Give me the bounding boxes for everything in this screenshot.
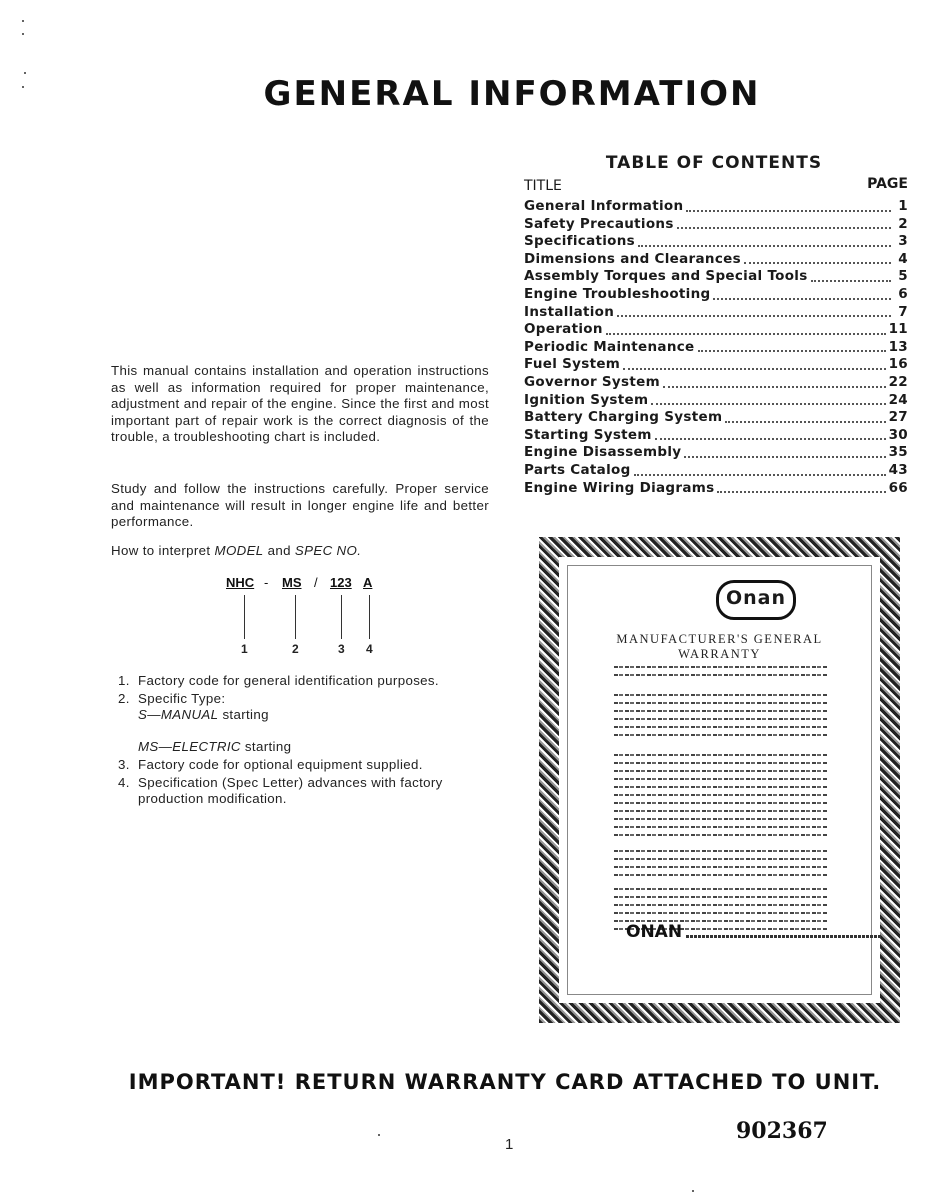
toc-dot-leader [713,297,891,300]
toc-item [524,374,908,392]
toc-item [524,480,908,498]
toc-item [524,198,908,216]
toc-item-page: 2 [898,215,908,232]
model-leader-line [244,595,245,639]
toc-item-title: Ignition System [524,391,649,408]
warranty-fine-print [614,850,827,882]
note-number: 4. [118,775,130,790]
toc-item [524,216,908,234]
toc-column-header [524,176,908,196]
warranty-title-line: WARRANTY [678,647,761,661]
note-item [118,757,498,773]
toc-item-page: 4 [898,250,908,267]
toc-item-title: General Information [524,198,684,214]
page-number: 1 [505,1136,514,1153]
toc-item-page: 11 [888,321,908,338]
toc-item [524,321,908,339]
important-notice: IMPORTANT! RETURN WARRANTY CARD ATTACHED TO UNIT. [128,1070,882,1094]
toc-item-title: Engine Wiring Diagrams [524,479,715,496]
toc-dot-leader [651,402,885,405]
warranty-title-line: MANUFACTURER'S GENERAL [616,632,823,646]
model-notes-list [118,673,498,809]
toc-item-title: Battery Charging System [524,409,723,426]
toc-item [524,392,908,410]
toc-dot-leader [811,279,891,282]
toc-item-title: Engine Troubleshooting [524,285,711,302]
toc-item [524,304,908,322]
toc-item-page: 27 [888,409,908,426]
toc-item [524,444,908,462]
certificate-body [567,565,872,995]
model-leader-line [369,595,370,639]
toc-item-page: 24 [888,391,908,408]
toc-item-page: 3 [898,233,908,250]
toc-item [524,356,908,374]
toc-item-title: Governor System [524,373,660,390]
toc-dot-leader [617,314,891,317]
note-number: 2. [118,691,130,706]
page-title: GENERAL INFORMATION [263,74,761,114]
model-part-code: NHC [226,575,255,590]
note-item [118,775,498,807]
warranty-brand: ONAN [626,922,683,942]
toc-item-page: 13 [888,338,908,355]
scan-speck [22,33,24,35]
model-leader-line [341,595,342,639]
toc-dot-leader [698,349,886,352]
toc-item-title: Periodic Maintenance [524,338,695,355]
toc-item-page: 16 [888,356,908,373]
toc-item [524,268,908,286]
intro-paragraph: This manual contains installation and operation instructions as well as information required for proper maintenance, adjustment and repair of the engine. Since the first and most important part of repair work is the correct diagnosis of the trouble, a troubleshooting chart is included. [111,363,489,445]
toc-item-title: Specifications [524,233,635,250]
toc-item-title: Starting System [524,426,652,443]
type-desc: starting [244,739,292,754]
toc-item-title: Installation [524,303,615,320]
howto-line [111,543,361,558]
toc-item-title: Safety Precautions [524,215,674,232]
note-text: Factory code for optional equipment supplied. [138,757,423,772]
howto-and: and [267,543,291,558]
toc-item [524,286,908,304]
toc-dot-leader [684,455,885,458]
warranty-address-fine-print [686,935,881,938]
type-code: MS—ELECTRIC [138,739,241,754]
model-callout-number: 4 [366,642,373,656]
toc-item [524,339,908,357]
toc-item-page: 43 [888,461,908,478]
scan-speck [22,20,24,22]
toc-item [524,409,908,427]
scan-speck [378,1134,380,1136]
type-code: S—MANUAL [138,707,219,722]
model-part-option: 123 [330,575,352,590]
model-part-type: MS [282,575,302,590]
note-number: 3. [118,757,130,772]
form-number: 902367 [736,1118,828,1144]
scan-speck [692,1190,694,1192]
toc-item-page: 30 [888,426,908,443]
toc-dot-leader [623,367,885,370]
toc-dot-leader [638,244,891,247]
toc-item [524,251,908,269]
toc-item-title: Dimensions and Clearances [524,250,741,267]
toc-item-title: Assembly Torques and Special Tools [524,268,808,285]
note-text: Specification (Spec Letter) advances with factory production modification. [138,775,443,806]
onan-logo: Onan [716,580,796,620]
toc-item-page: 5 [898,268,908,285]
toc-item [524,427,908,445]
note-item [118,673,498,689]
toc-dot-leader [717,490,885,493]
toc-dot-leader [744,261,891,264]
study-paragraph: Study and follow the instructions carefully. Proper service and maintenance will result in longer engine life and better performance. [111,481,489,530]
note-subline [138,739,498,755]
toc-dot-leader [677,226,891,229]
note-text: Specific Type: [138,691,226,706]
warranty-fine-print [614,694,827,742]
note-item [118,691,498,755]
warranty-fine-print [614,666,827,682]
toc-page-column-label: PAGE [867,176,908,192]
howto-model: MODEL [214,543,264,558]
toc-heading: TABLE OF CONTENTS [605,153,823,173]
note-text: Factory code for general identification purposes. [138,673,439,688]
toc-item-page: 7 [898,303,908,320]
scan-speck [24,72,26,74]
model-callout-number: 2 [292,642,299,656]
model-callout-number: 3 [338,642,345,656]
type-desc: starting [222,707,269,722]
toc-list [524,198,908,497]
note-subline [138,707,498,723]
warranty-certificate [539,537,900,1023]
toc-title-column-label: TITLE [524,178,562,194]
toc-item-page: 22 [888,373,908,390]
toc-item [524,233,908,251]
toc-dot-leader [655,437,886,440]
toc-item-page: 35 [888,444,908,461]
toc-dot-leader [725,420,885,423]
toc-item-page: 6 [898,285,908,302]
toc-item-page: 1 [898,198,908,214]
toc-item-title: Parts Catalog [524,461,631,478]
howto-prefix: How to interpret [111,543,211,558]
toc-item [524,462,908,480]
toc-dot-leader [686,209,891,212]
warranty-fine-print [614,754,827,842]
toc-item-title: Operation [524,321,603,338]
toc-item-page: 66 [888,479,908,496]
model-part-spec: A [363,575,373,590]
toc-dot-leader [606,332,886,335]
scan-speck [22,86,24,88]
toc-item-title: Engine Disassembly [524,444,682,461]
model-separator: / [314,575,318,590]
toc-item-title: Fuel System [524,356,621,373]
toc-dot-leader [634,473,886,476]
model-leader-line [295,595,296,639]
warranty-title [568,632,871,662]
howto-spec: SPEC NO. [294,543,362,558]
note-number: 1. [118,673,130,688]
model-callout-number: 1 [241,642,248,656]
toc-dot-leader [663,385,886,388]
model-separator: - [264,575,269,590]
